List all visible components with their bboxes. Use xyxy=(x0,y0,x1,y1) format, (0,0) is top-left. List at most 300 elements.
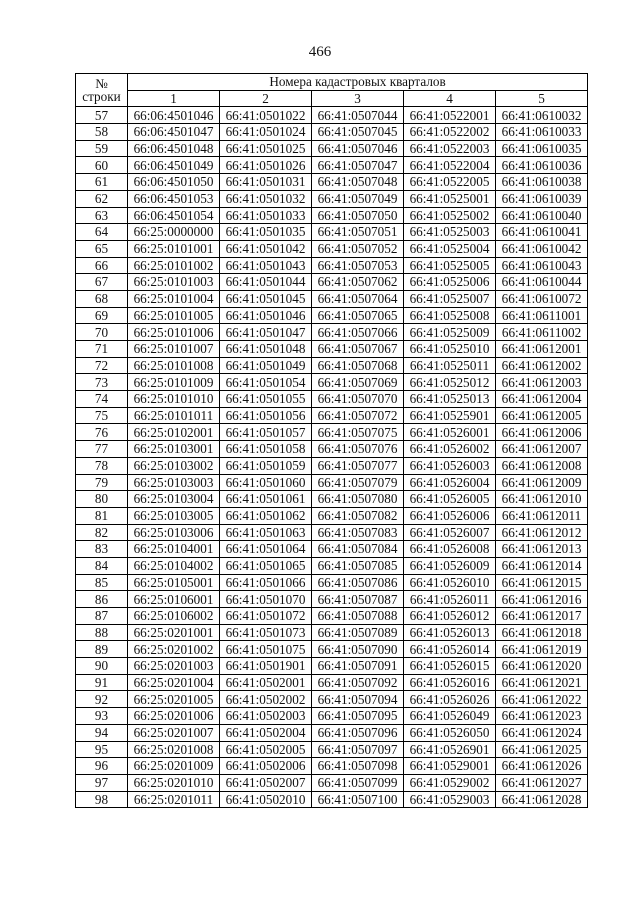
row-number-cell: 96 xyxy=(76,758,128,775)
cadastral-number-cell: 66:41:0611002 xyxy=(496,324,588,341)
row-number-cell: 84 xyxy=(76,557,128,574)
table-row xyxy=(76,341,588,358)
cadastral-number-cell: 66:41:0507095 xyxy=(312,708,404,725)
row-number-cell: 85 xyxy=(76,574,128,591)
cadastral-number-cell: 66:41:0612022 xyxy=(496,691,588,708)
cadastral-number-cell: 66:41:0501043 xyxy=(220,257,312,274)
cadastral-number-cell: 66:41:0501048 xyxy=(220,341,312,358)
table-row xyxy=(76,591,588,608)
cadastral-number-cell: 66:41:0501061 xyxy=(220,491,312,508)
cadastral-number-cell: 66:41:0501046 xyxy=(220,307,312,324)
cadastral-number-cell: 66:41:0501066 xyxy=(220,574,312,591)
cadastral-number-cell: 66:41:0610042 xyxy=(496,240,588,257)
row-number-cell: 61 xyxy=(76,174,128,191)
row-number-cell: 78 xyxy=(76,457,128,474)
cadastral-number-cell: 66:41:0612006 xyxy=(496,424,588,441)
table-header-row xyxy=(76,74,588,91)
cadastral-number-cell: 66:41:0507045 xyxy=(312,124,404,141)
cadastral-number-cell: 66:41:0610041 xyxy=(496,224,588,241)
cadastral-number-cell: 66:41:0507052 xyxy=(312,240,404,257)
table-row xyxy=(76,624,588,641)
cadastral-number-cell: 66:41:0610040 xyxy=(496,207,588,224)
cadastral-number-cell: 66:41:0502006 xyxy=(220,758,312,775)
cadastral-number-cell: 66:41:0502010 xyxy=(220,791,312,808)
row-number-cell: 71 xyxy=(76,341,128,358)
cadastral-number-cell: 66:25:0201005 xyxy=(128,691,220,708)
cadastral-number-cell: 66:25:0103001 xyxy=(128,441,220,458)
row-label: строки xyxy=(82,89,121,105)
row-number-cell: 69 xyxy=(76,307,128,324)
cadastral-number-cell: 66:41:0529001 xyxy=(404,758,496,775)
cadastral-number-cell: 66:41:0526026 xyxy=(404,691,496,708)
row-number-cell: 62 xyxy=(76,190,128,207)
cadastral-number-cell: 66:41:0502003 xyxy=(220,708,312,725)
row-number-cell: 64 xyxy=(76,224,128,241)
cadastral-number-cell: 66:25:0101001 xyxy=(128,240,220,257)
cadastral-number-cell: 66:41:0526901 xyxy=(404,741,496,758)
cadastral-number-cell: 66:25:0000000 xyxy=(128,224,220,241)
cadastral-number-cell: 66:41:0502007 xyxy=(220,774,312,791)
cadastral-number-cell: 66:41:0507097 xyxy=(312,741,404,758)
cadastral-number-cell: 66:25:0101011 xyxy=(128,407,220,424)
column-header: 4 xyxy=(404,90,496,107)
cadastral-number-cell: 66:41:0507096 xyxy=(312,724,404,741)
cadastral-number-cell: 66:41:0501058 xyxy=(220,441,312,458)
cadastral-number-cell: 66:41:0610072 xyxy=(496,290,588,307)
cadastral-number-cell: 66:41:0610043 xyxy=(496,257,588,274)
table-row xyxy=(76,758,588,775)
cadastral-number-cell: 66:25:0201001 xyxy=(128,624,220,641)
cadastral-number-cell: 66:41:0502005 xyxy=(220,741,312,758)
cadastral-number-cell: 66:41:0507083 xyxy=(312,524,404,541)
cadastral-number-cell: 66:41:0501901 xyxy=(220,658,312,675)
cadastral-number-cell: 66:25:0101002 xyxy=(128,257,220,274)
cadastral-number-cell: 66:41:0501075 xyxy=(220,641,312,658)
cadastral-number-cell: 66:41:0612023 xyxy=(496,708,588,725)
row-number-cell: 66 xyxy=(76,257,128,274)
cadastral-number-cell: 66:06:4501046 xyxy=(128,107,220,124)
cadastral-number-cell: 66:41:0526007 xyxy=(404,524,496,541)
row-number-cell: 86 xyxy=(76,591,128,608)
cadastral-number-cell: 66:41:0612005 xyxy=(496,407,588,424)
cadastral-number-cell: 66:41:0501060 xyxy=(220,474,312,491)
cadastral-number-cell: 66:41:0612024 xyxy=(496,724,588,741)
cadastral-number-cell: 66:41:0502002 xyxy=(220,691,312,708)
cadastral-number-cell: 66:41:0611001 xyxy=(496,307,588,324)
row-number-cell: 65 xyxy=(76,240,128,257)
cadastral-number-cell: 66:41:0612008 xyxy=(496,457,588,474)
table-row xyxy=(76,224,588,241)
cadastral-number-cell: 66:25:0104002 xyxy=(128,557,220,574)
table-row xyxy=(76,574,588,591)
table-row xyxy=(76,741,588,758)
row-number-cell: 90 xyxy=(76,658,128,675)
cadastral-number-cell: 66:41:0501047 xyxy=(220,324,312,341)
table-row xyxy=(76,407,588,424)
cadastral-number-cell: 66:41:0526050 xyxy=(404,724,496,741)
cadastral-number-cell: 66:25:0201003 xyxy=(128,658,220,675)
cadastral-number-cell: 66:41:0522005 xyxy=(404,174,496,191)
group-title-header: Номера кадастровых кварталов xyxy=(128,74,588,91)
column-header: 2 xyxy=(220,90,312,107)
cadastral-number-cell: 66:41:0612025 xyxy=(496,741,588,758)
cadastral-number-cell: 66:41:0612002 xyxy=(496,357,588,374)
cadastral-number-cell: 66:41:0507067 xyxy=(312,341,404,358)
cadastral-number-cell: 66:41:0507090 xyxy=(312,641,404,658)
cadastral-number-cell: 66:41:0526015 xyxy=(404,658,496,675)
cadastral-number-cell: 66:41:0507066 xyxy=(312,324,404,341)
cadastral-number-cell: 66:41:0501025 xyxy=(220,140,312,157)
cadastral-number-cell: 66:25:0201010 xyxy=(128,774,220,791)
cadastral-number-cell: 66:41:0612013 xyxy=(496,541,588,558)
table-row xyxy=(76,541,588,558)
cadastral-number-cell: 66:41:0507070 xyxy=(312,391,404,408)
cadastral-number-cell: 66:41:0522003 xyxy=(404,140,496,157)
row-number-cell: 67 xyxy=(76,274,128,291)
cadastral-number-cell: 66:41:0501042 xyxy=(220,240,312,257)
cadastral-number-cell: 66:41:0507099 xyxy=(312,774,404,791)
cadastral-number-cell: 66:41:0501055 xyxy=(220,391,312,408)
cadastral-number-cell: 66:41:0501057 xyxy=(220,424,312,441)
row-number-cell: 93 xyxy=(76,708,128,725)
cadastral-number-cell: 66:41:0501064 xyxy=(220,541,312,558)
row-number-cell: 87 xyxy=(76,608,128,625)
cadastral-number-cell: 66:41:0501022 xyxy=(220,107,312,124)
cadastral-number-cell: 66:41:0526001 xyxy=(404,424,496,441)
cadastral-number-cell: 66:41:0612012 xyxy=(496,524,588,541)
table-row xyxy=(76,424,588,441)
cadastral-number-cell: 66:41:0501026 xyxy=(220,157,312,174)
cadastral-number-cell: 66:25:0103003 xyxy=(128,474,220,491)
row-number-cell: 68 xyxy=(76,290,128,307)
cadastral-number-cell: 66:41:0507087 xyxy=(312,591,404,608)
table-row xyxy=(76,691,588,708)
table-row xyxy=(76,107,588,124)
cadastral-number-cell: 66:41:0507075 xyxy=(312,424,404,441)
cadastral-number-cell: 66:41:0525013 xyxy=(404,391,496,408)
cadastral-number-cell: 66:41:0501024 xyxy=(220,124,312,141)
cadastral-number-cell: 66:41:0507092 xyxy=(312,674,404,691)
cadastral-number-cell: 66:41:0612011 xyxy=(496,507,588,524)
cadastral-number-cell: 66:41:0526013 xyxy=(404,624,496,641)
cadastral-number-cell: 66:41:0612001 xyxy=(496,341,588,358)
cadastral-quarters-table xyxy=(75,73,588,808)
row-number-cell: 63 xyxy=(76,207,128,224)
cadastral-number-cell: 66:41:0507088 xyxy=(312,608,404,625)
cadastral-number-cell: 66:41:0501035 xyxy=(220,224,312,241)
cadastral-number-cell: 66:41:0507094 xyxy=(312,691,404,708)
cadastral-number-cell: 66:41:0507080 xyxy=(312,491,404,508)
table-row xyxy=(76,641,588,658)
cadastral-number-cell: 66:41:0612017 xyxy=(496,608,588,625)
cadastral-number-cell: 66:41:0501065 xyxy=(220,557,312,574)
cadastral-number-cell: 66:25:0201008 xyxy=(128,741,220,758)
cadastral-number-cell: 66:41:0525004 xyxy=(404,240,496,257)
table-row xyxy=(76,324,588,341)
row-number-cell: 89 xyxy=(76,641,128,658)
cadastral-number-cell: 66:41:0501063 xyxy=(220,524,312,541)
cadastral-number-cell: 66:41:0507076 xyxy=(312,441,404,458)
cadastral-number-cell: 66:41:0507082 xyxy=(312,507,404,524)
table-row xyxy=(76,307,588,324)
cadastral-number-cell: 66:41:0507077 xyxy=(312,457,404,474)
column-header: 3 xyxy=(312,90,404,107)
row-number-cell: 72 xyxy=(76,357,128,374)
cadastral-number-cell: 66:41:0610032 xyxy=(496,107,588,124)
number-symbol: № xyxy=(95,75,108,91)
cadastral-number-cell: 66:06:4501048 xyxy=(128,140,220,157)
table-row xyxy=(76,474,588,491)
cadastral-number-cell: 66:41:0507064 xyxy=(312,290,404,307)
cadastral-number-cell: 66:25:0101007 xyxy=(128,341,220,358)
cadastral-number-cell: 66:06:4501050 xyxy=(128,174,220,191)
row-number-cell: 82 xyxy=(76,524,128,541)
cadastral-number-cell: 66:41:0507085 xyxy=(312,557,404,574)
row-number-cell: 80 xyxy=(76,491,128,508)
cadastral-number-cell: 66:41:0525008 xyxy=(404,307,496,324)
cadastral-number-cell: 66:41:0507100 xyxy=(312,791,404,808)
cadastral-number-cell: 66:41:0526005 xyxy=(404,491,496,508)
table-row xyxy=(76,190,588,207)
cadastral-number-cell: 66:25:0201011 xyxy=(128,791,220,808)
cadastral-number-cell: 66:41:0526003 xyxy=(404,457,496,474)
cadastral-number-cell: 66:41:0501054 xyxy=(220,374,312,391)
cadastral-number-cell: 66:41:0507046 xyxy=(312,140,404,157)
cadastral-number-cell: 66:41:0507084 xyxy=(312,541,404,558)
cadastral-number-cell: 66:41:0507068 xyxy=(312,357,404,374)
column-header: 1 xyxy=(128,90,220,107)
cadastral-number-cell: 66:41:0525003 xyxy=(404,224,496,241)
cadastral-number-cell: 66:41:0507047 xyxy=(312,157,404,174)
row-number-cell: 94 xyxy=(76,724,128,741)
cadastral-number-cell: 66:41:0507053 xyxy=(312,257,404,274)
page-number: 466 xyxy=(308,44,332,60)
cadastral-number-cell: 66:41:0507048 xyxy=(312,174,404,191)
cadastral-number-cell: 66:41:0501056 xyxy=(220,407,312,424)
cadastral-number-cell: 66:06:4501047 xyxy=(128,124,220,141)
cadastral-number-cell: 66:25:0201006 xyxy=(128,708,220,725)
cadastral-number-cell: 66:25:0103004 xyxy=(128,491,220,508)
cadastral-number-cell: 66:41:0612007 xyxy=(496,441,588,458)
table-row xyxy=(76,457,588,474)
cadastral-number-cell: 66:41:0507098 xyxy=(312,758,404,775)
cadastral-number-cell: 66:25:0201007 xyxy=(128,724,220,741)
table-row xyxy=(76,174,588,191)
table-row xyxy=(76,374,588,391)
cadastral-number-cell: 66:41:0526016 xyxy=(404,674,496,691)
row-number-cell: 76 xyxy=(76,424,128,441)
cadastral-number-cell: 66:41:0507091 xyxy=(312,658,404,675)
cadastral-number-cell: 66:41:0610036 xyxy=(496,157,588,174)
cadastral-number-cell: 66:25:0101009 xyxy=(128,374,220,391)
cadastral-number-cell: 66:41:0526004 xyxy=(404,474,496,491)
table-row xyxy=(76,140,588,157)
cadastral-number-cell: 66:25:0103005 xyxy=(128,507,220,524)
cadastral-number-cell: 66:41:0529003 xyxy=(404,791,496,808)
cadastral-number-cell: 66:41:0501072 xyxy=(220,608,312,625)
cadastral-number-cell: 66:41:0525007 xyxy=(404,290,496,307)
cadastral-number-cell: 66:41:0501031 xyxy=(220,174,312,191)
cadastral-number-cell: 66:41:0610035 xyxy=(496,140,588,157)
cadastral-number-cell: 66:41:0525001 xyxy=(404,190,496,207)
cadastral-number-cell: 66:41:0507050 xyxy=(312,207,404,224)
cadastral-number-cell: 66:25:0201009 xyxy=(128,758,220,775)
cadastral-number-cell: 66:25:0102001 xyxy=(128,424,220,441)
cadastral-number-cell: 66:41:0526006 xyxy=(404,507,496,524)
cadastral-number-cell: 66:41:0526010 xyxy=(404,574,496,591)
table-row xyxy=(76,507,588,524)
row-number-cell: 75 xyxy=(76,407,128,424)
cadastral-number-cell: 66:41:0526049 xyxy=(404,708,496,725)
cadastral-number-cell: 66:41:0502001 xyxy=(220,674,312,691)
cadastral-number-cell: 66:41:0525010 xyxy=(404,341,496,358)
cadastral-number-cell: 66:25:0101005 xyxy=(128,307,220,324)
cadastral-number-cell: 66:41:0526014 xyxy=(404,641,496,658)
table-row xyxy=(76,608,588,625)
row-number-cell: 60 xyxy=(76,157,128,174)
cadastral-number-cell: 66:25:0106001 xyxy=(128,591,220,608)
table-row xyxy=(76,274,588,291)
table-row xyxy=(76,658,588,675)
cadastral-number-cell: 66:41:0522001 xyxy=(404,107,496,124)
table-row xyxy=(76,157,588,174)
cadastral-number-cell: 66:41:0612019 xyxy=(496,641,588,658)
cadastral-number-cell: 66:41:0502004 xyxy=(220,724,312,741)
table-row xyxy=(76,557,588,574)
table-row xyxy=(76,257,588,274)
table-row xyxy=(76,791,588,808)
cadastral-number-cell: 66:41:0612028 xyxy=(496,791,588,808)
cadastral-number-cell: 66:25:0101006 xyxy=(128,324,220,341)
table-row xyxy=(76,524,588,541)
row-number-cell: 83 xyxy=(76,541,128,558)
table-row xyxy=(76,124,588,141)
row-number-cell: 70 xyxy=(76,324,128,341)
table-row xyxy=(76,441,588,458)
row-number-cell: 58 xyxy=(76,124,128,141)
cadastral-number-cell: 66:25:0103006 xyxy=(128,524,220,541)
cadastral-number-cell: 66:41:0501059 xyxy=(220,457,312,474)
table-row xyxy=(76,724,588,741)
cadastral-number-cell: 66:41:0501073 xyxy=(220,624,312,641)
cadastral-number-cell: 66:25:0105001 xyxy=(128,574,220,591)
cadastral-number-cell: 66:25:0101004 xyxy=(128,290,220,307)
cadastral-number-cell: 66:41:0507044 xyxy=(312,107,404,124)
cadastral-number-cell: 66:41:0525901 xyxy=(404,407,496,424)
cadastral-number-cell: 66:41:0525009 xyxy=(404,324,496,341)
cadastral-number-cell: 66:41:0525011 xyxy=(404,357,496,374)
cadastral-number-cell: 66:41:0507069 xyxy=(312,374,404,391)
cadastral-number-cell: 66:41:0507072 xyxy=(312,407,404,424)
cadastral-number-cell: 66:41:0612020 xyxy=(496,658,588,675)
column-number-row xyxy=(76,90,588,107)
row-number-cell: 77 xyxy=(76,441,128,458)
cadastral-number-cell: 66:41:0507049 xyxy=(312,190,404,207)
cadastral-number-cell: 66:41:0610044 xyxy=(496,274,588,291)
cadastral-number-cell: 66:25:0104001 xyxy=(128,541,220,558)
cadastral-number-cell: 66:25:0103002 xyxy=(128,457,220,474)
cadastral-number-cell: 66:41:0526002 xyxy=(404,441,496,458)
table-row xyxy=(76,290,588,307)
row-number-cell: 74 xyxy=(76,391,128,408)
cadastral-number-cell: 66:41:0529002 xyxy=(404,774,496,791)
cadastral-number-cell: 66:25:0101008 xyxy=(128,357,220,374)
cadastral-number-cell: 66:41:0507079 xyxy=(312,474,404,491)
cadastral-number-cell: 66:41:0522004 xyxy=(404,157,496,174)
cadastral-number-cell: 66:41:0612009 xyxy=(496,474,588,491)
table-row xyxy=(76,708,588,725)
cadastral-number-cell: 66:41:0501033 xyxy=(220,207,312,224)
row-number-cell: 88 xyxy=(76,624,128,641)
table-row xyxy=(76,240,588,257)
cadastral-number-cell: 66:41:0525006 xyxy=(404,274,496,291)
cadastral-number-cell: 66:06:4501049 xyxy=(128,157,220,174)
cadastral-number-cell: 66:25:0201002 xyxy=(128,641,220,658)
row-number-cell: 98 xyxy=(76,791,128,808)
table-row xyxy=(76,207,588,224)
cadastral-number-cell: 66:41:0501070 xyxy=(220,591,312,608)
row-number-cell: 79 xyxy=(76,474,128,491)
cadastral-number-cell: 66:41:0501062 xyxy=(220,507,312,524)
cadastral-number-cell: 66:25:0101003 xyxy=(128,274,220,291)
cadastral-number-cell: 66:41:0507062 xyxy=(312,274,404,291)
table-row xyxy=(76,357,588,374)
cadastral-number-cell: 66:41:0612016 xyxy=(496,591,588,608)
cadastral-number-cell: 66:41:0610038 xyxy=(496,174,588,191)
cadastral-number-cell: 66:41:0501044 xyxy=(220,274,312,291)
cadastral-number-cell: 66:41:0507089 xyxy=(312,624,404,641)
cadastral-number-cell: 66:41:0526012 xyxy=(404,608,496,625)
cadastral-number-cell: 66:41:0610039 xyxy=(496,190,588,207)
cadastral-number-cell: 66:41:0612010 xyxy=(496,491,588,508)
row-number-cell: 57 xyxy=(76,107,128,124)
cadastral-number-cell: 66:41:0507065 xyxy=(312,307,404,324)
table-body xyxy=(76,107,588,808)
cadastral-number-cell: 66:41:0612026 xyxy=(496,758,588,775)
row-number-cell: 59 xyxy=(76,140,128,157)
table-row xyxy=(76,491,588,508)
row-number-cell: 92 xyxy=(76,691,128,708)
cadastral-number-cell: 66:41:0501049 xyxy=(220,357,312,374)
row-number-cell: 97 xyxy=(76,774,128,791)
table-row xyxy=(76,674,588,691)
cadastral-number-cell: 66:06:4501053 xyxy=(128,190,220,207)
cadastral-number-cell: 66:41:0507051 xyxy=(312,224,404,241)
cadastral-number-cell: 66:41:0610033 xyxy=(496,124,588,141)
row-number-cell: 81 xyxy=(76,507,128,524)
cadastral-number-cell: 66:41:0612004 xyxy=(496,391,588,408)
cadastral-number-cell: 66:41:0612014 xyxy=(496,557,588,574)
cadastral-number-cell: 66:41:0612021 xyxy=(496,674,588,691)
cadastral-number-cell: 66:41:0507086 xyxy=(312,574,404,591)
cadastral-number-cell: 66:41:0525005 xyxy=(404,257,496,274)
cadastral-number-cell: 66:41:0501045 xyxy=(220,290,312,307)
row-number-cell: 91 xyxy=(76,674,128,691)
cadastral-number-cell: 66:41:0525012 xyxy=(404,374,496,391)
cadastral-number-cell: 66:41:0612003 xyxy=(496,374,588,391)
cadastral-number-cell: 66:41:0526011 xyxy=(404,591,496,608)
cadastral-number-cell: 66:41:0526008 xyxy=(404,541,496,558)
cadastral-number-cell: 66:41:0522002 xyxy=(404,124,496,141)
cadastral-number-cell: 66:25:0201004 xyxy=(128,674,220,691)
cadastral-number-cell: 66:41:0612027 xyxy=(496,774,588,791)
cadastral-number-cell: 66:06:4501054 xyxy=(128,207,220,224)
table-row xyxy=(76,391,588,408)
table-row xyxy=(76,774,588,791)
cadastral-number-cell: 66:41:0612018 xyxy=(496,624,588,641)
row-number-cell: 95 xyxy=(76,741,128,758)
column-header: 5 xyxy=(496,90,588,107)
